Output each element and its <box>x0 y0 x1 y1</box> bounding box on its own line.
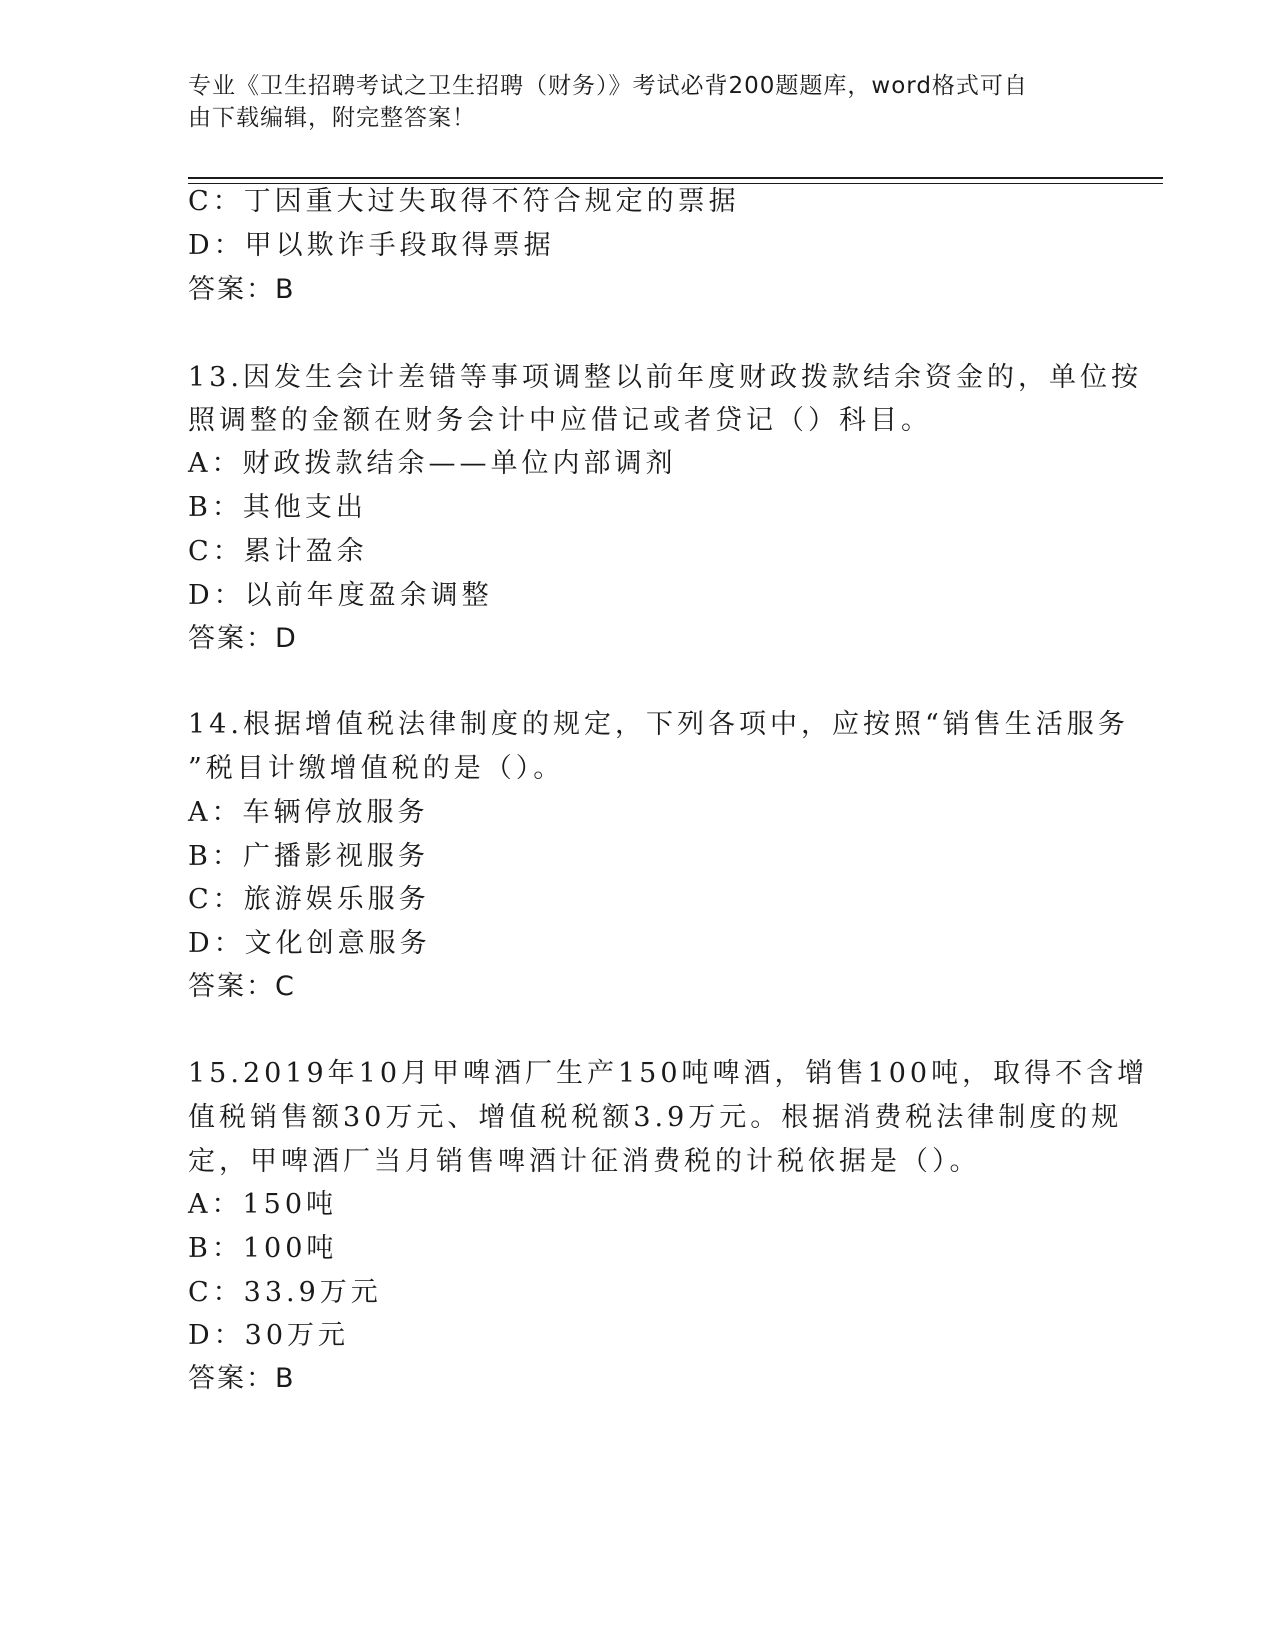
q15-option-b: B：100吨 <box>188 1233 338 1264</box>
q13-option-b: B：其他支出 <box>188 492 367 523</box>
q14-stem-line-2: ”税目计缴增值税的是（）。 <box>188 753 565 784</box>
q13-option-c: C：累计盈余 <box>188 536 368 567</box>
q15-stem-line-1: 15.2019年10月甲啤酒厂生产150吨啤酒，销售100吨，取得不含增 <box>188 1058 1149 1089</box>
q15-option-a: A：150吨 <box>188 1189 338 1220</box>
q15-stem-line-2: 值税销售额30万元、增值税税额3.9万元。根据消费税法律制度的规 <box>188 1102 1123 1133</box>
q13-stem-line-2: 照调整的金额在财务会计中应借记或者贷记（）科目。 <box>188 405 932 436</box>
header-line-1: 专业《卫生招聘考试之卫生招聘（财务）》考试必背200题题库，word格式可自 <box>188 73 1028 99</box>
q13-stem-line-1: 13.因发生会计差错等事项调整以前年度财政拨款结余资金的，单位按 <box>188 362 1142 393</box>
q14-option-c: C：旅游娱乐服务 <box>188 884 430 915</box>
q14-option-a: A：车辆停放服务 <box>188 797 429 828</box>
q12-option-c: C：丁因重大过失取得不符合规定的票据 <box>188 186 740 217</box>
q15-answer: 答案：B <box>188 1363 296 1394</box>
q15-stem-line-3: 定，甲啤酒厂当月销售啤酒计征消费税的计税依据是（）。 <box>188 1146 981 1177</box>
q14-answer: 答案：C <box>188 971 296 1002</box>
q13-option-a: A：财政拨款结余——单位内部调剂 <box>188 448 677 479</box>
q12-option-d: D：甲以欺诈手段取得票据 <box>188 230 555 261</box>
q13-option-d: D：以前年度盈余调整 <box>188 580 493 611</box>
header-divider-thick <box>188 177 1163 179</box>
q12-answer: 答案：B <box>188 274 296 305</box>
header-line-2: 由下载编辑，附完整答案！ <box>188 105 476 131</box>
document-header <box>188 70 1078 134</box>
q15-option-d: D：30万元 <box>188 1320 350 1351</box>
q14-stem-line-1: 14.根据增值税法律制度的规定，下列各项中，应按照“销售生活服务 <box>188 709 1129 740</box>
q14-option-b: B：广播影视服务 <box>188 841 429 872</box>
q14-option-d: D：文化创意服务 <box>188 928 431 959</box>
q15-option-c: C：33.9万元 <box>188 1277 382 1308</box>
q13-answer: 答案：D <box>188 623 298 654</box>
header-divider-thin <box>188 183 1163 184</box>
